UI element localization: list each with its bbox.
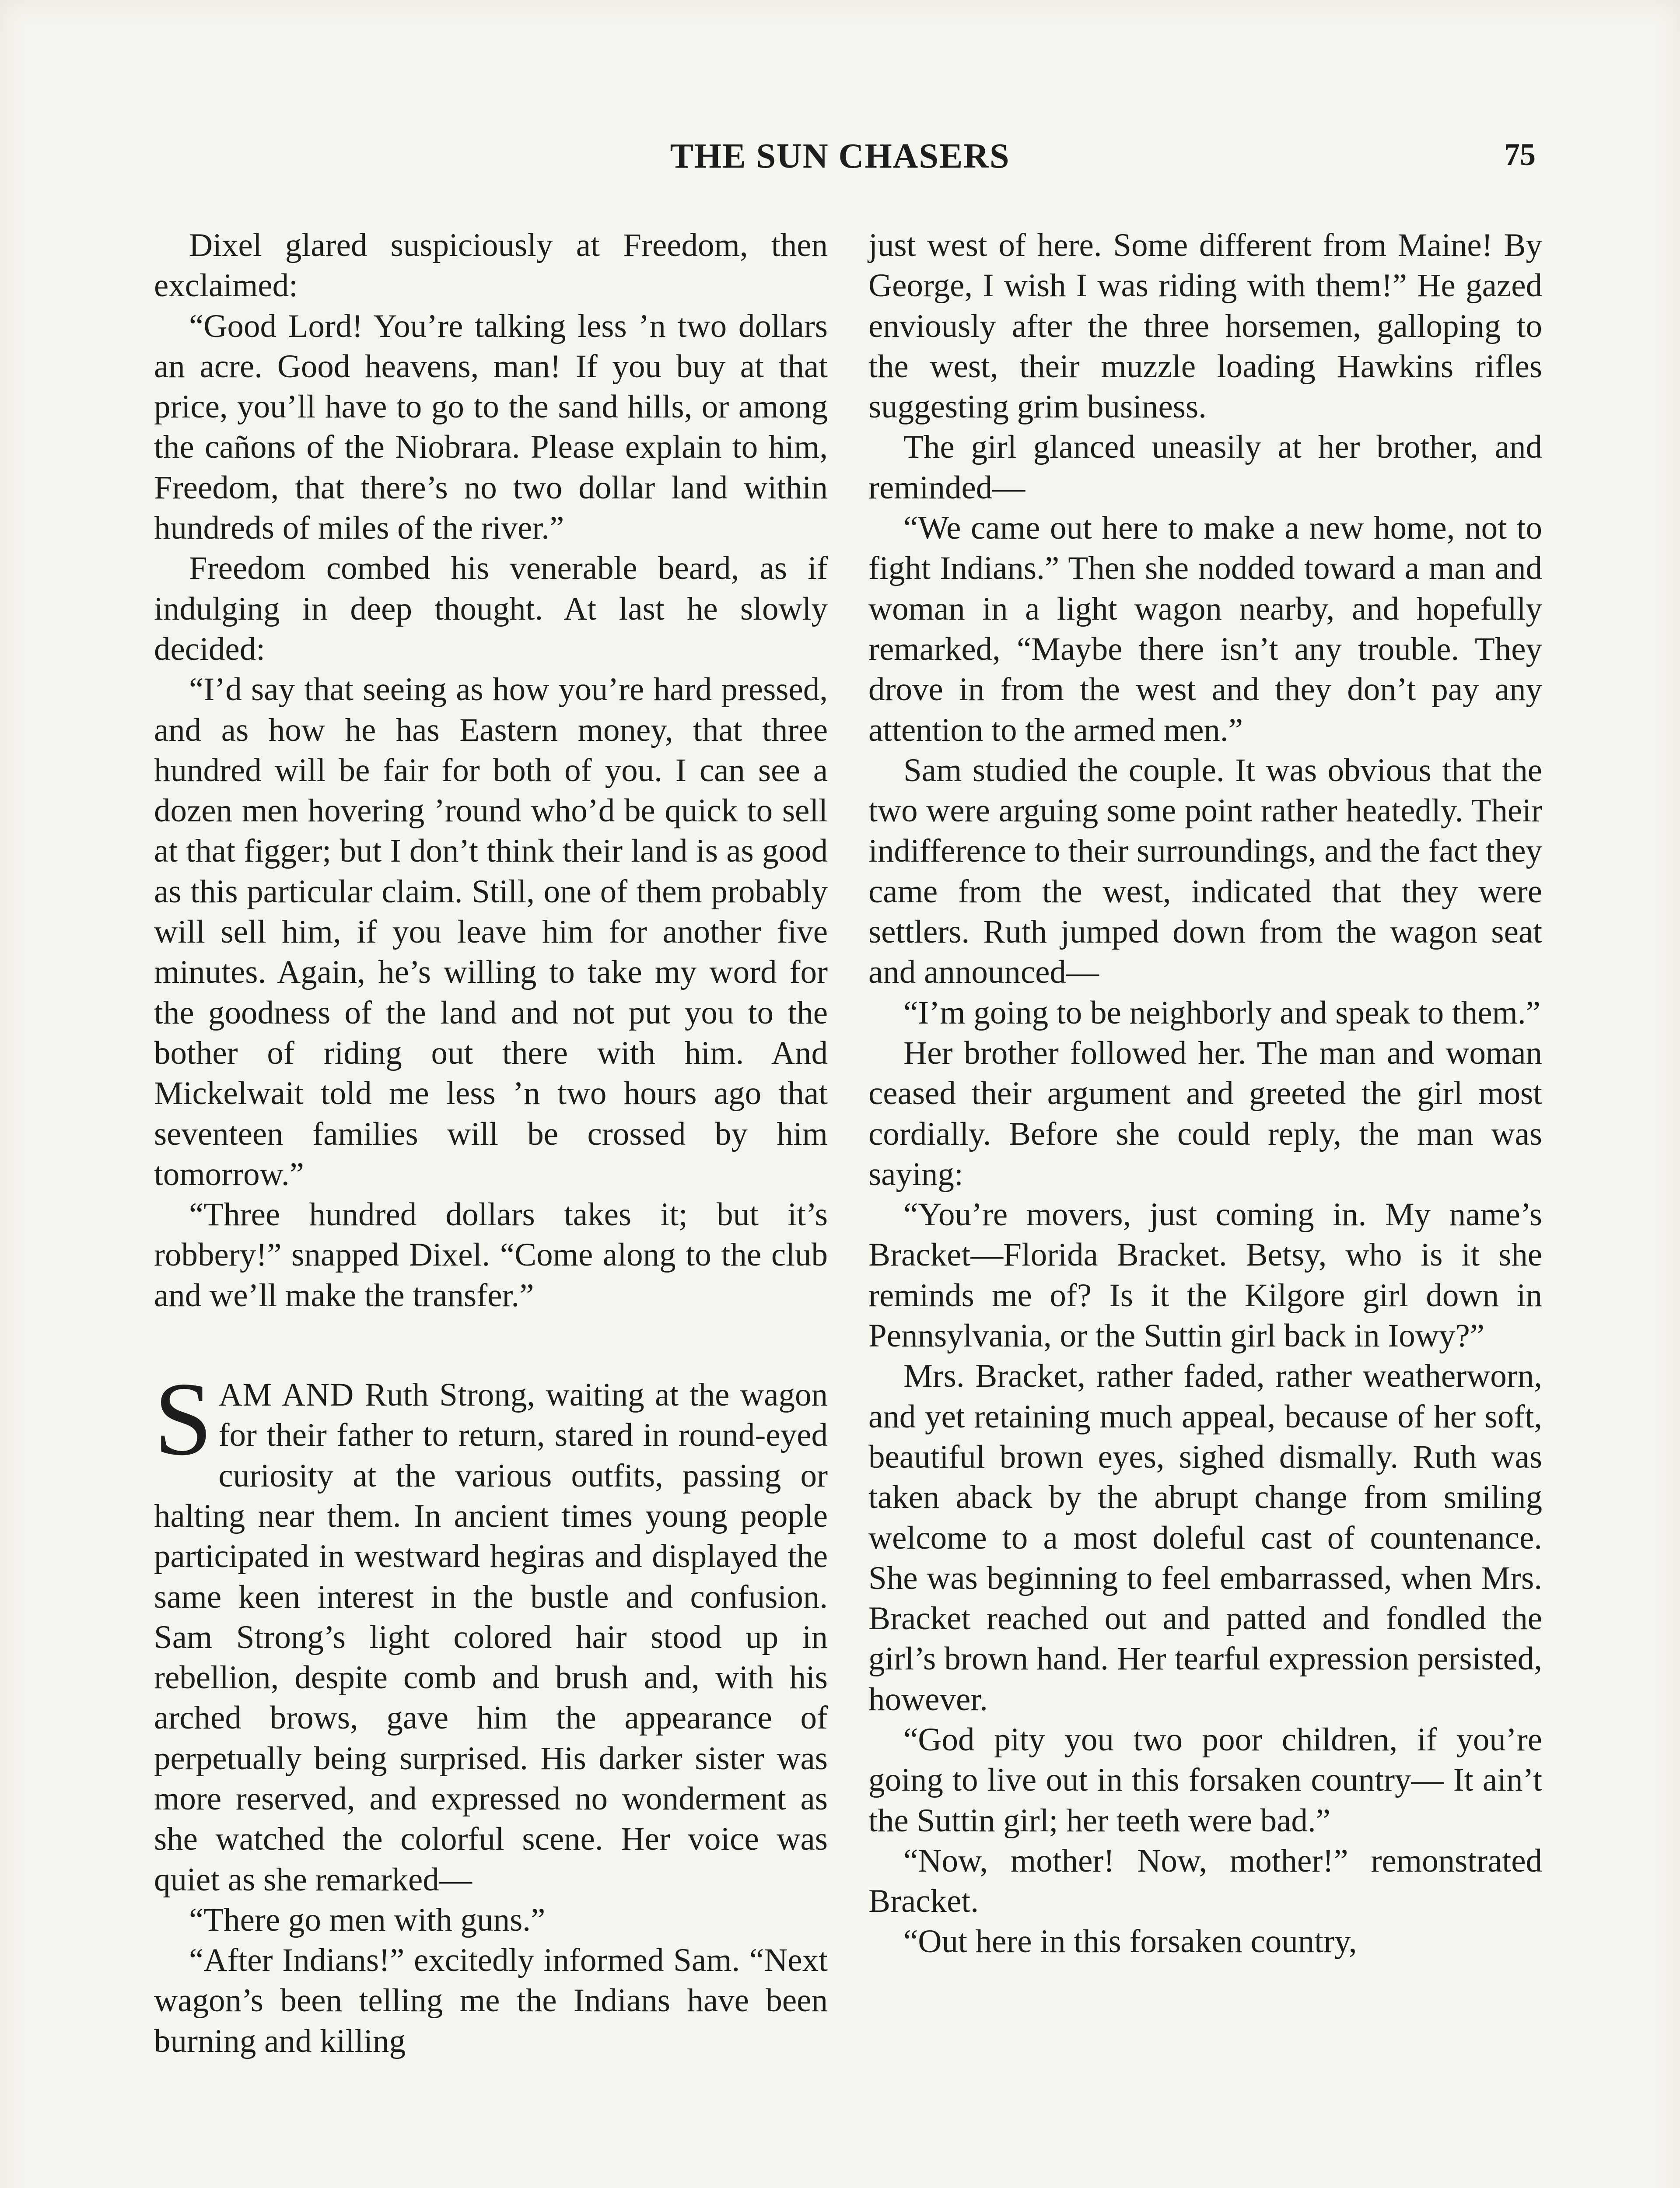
paragraph: “After Indians!” excitedly informed Sam. “Next wagon’s been telling me the Indians have been burning and killing [154,1942,828,2059]
page-number: 75 [1504,137,1536,172]
paragraph: “God pity you two poor children, if you’re going to live out in this forsaken country— It ain’t the Suttin girl; her teeth were bad.” [868,1721,1542,1839]
paragraph: “There go men with guns.” [189,1901,546,1938]
paragraph: “You’re movers, just coming in. My name’s Bracket—Florida Bracket. Betsy, who is it she reminds me of? Is it the Kilgore girl down in Pennsylvania, or the Suttin girl back in Iowy?” [868,1196,1542,1354]
paragraph: The girl glanced uneasily at her brother, and reminded— [868,429,1542,506]
section-text: Ruth Strong, waiting at the wagon for their father to return, stared in round-eyed curiosity at the various outfits, passing or halting near them. In ancient times young people participated in westward hegiras and displayed the same keen interest in the bustle and confusion. Sam Strong’s light colored hair stood up in rebellion, despite comb and brush and, with his arched brows, gave him the appearance of perpetually being surprised. His darker sister was more reserved, and expressed no wonderment as she watched the colorful scene. Her voice was quiet as she remarked— [154,1377,828,1898]
paragraph: “Good Lord! You’re talking less ’n two dollars an acre. Good heavens, man! If you buy at that price, you’ll have to go to the sand hills, or among the cañons of the Niobrara. Please explain to him, Freedom, that there’s no two dollar land within hundreds of miles of the river.” [154,308,828,547]
paragraph: Freedom combed his venerable beard, as if indulging in deep thought. At last he slowly decided: [154,550,828,667]
paragraph: “We came out here to make a new home, not to fight Indians.” Then she nodded toward a man and woman in a light wagon nearby, and hopefully remarked, “Maybe there isn’t any trouble. They drove in from the west and they don’t pay any attention to the armed men.” [868,510,1542,748]
paragraph: “Three hundred dollars takes it; but it’s robbery!” snapped Dixel. “Come along to the club and we’ll make the transfer.” [154,1196,828,1314]
paragraph: Dixel glared suspiciously at Freedom, then exclaimed: [154,227,828,304]
paragraph: “I’m going to be neighborly and speak to them.” [903,994,1540,1031]
paragraph: Her brother followed her. The man and woman ceased their argument and greeted the girl most cordially. Before she could reply, the man was saying: [868,1034,1542,1192]
drop-cap: S [154,1360,213,1477]
running-title: THE SUN CHASERS [670,137,1010,175]
paragraph: “Out here in this forsaken country, [903,1923,1357,1960]
paragraph: “Now, mother! Now, mother!” remonstrated Bracket. [868,1842,1542,1920]
section-opening-paragraph [154,1360,828,1900]
right-column [868,225,1542,1962]
paragraph: Sam studied the couple. It was obvious that the two were arguing some point rather heatedly. Their indifference to their surroundings, and the fact they came from the west, indicated that they were settlers. Ruth jumped down from the wagon seat and announced— [868,752,1542,991]
paragraph: Mrs. Bracket, rather faded, rather weatherworn, and yet retaining much appeal, because of her soft, beautiful brown eyes, sighed dismally. Ruth was taken aback by the abrupt change from smiling welcome to a most doleful cast of countenance. She was beginning to feel embarrassed, when Mrs. Bracket reached out and patted and fondled the girl’s brown hand. Her tearful expression persisted, however. [868,1358,1542,1718]
paragraph: “I’d say that seeing as how you’re hard pressed, and as how he has Eastern money, that three hundred will be fair for both of you. I can see a dozen men hovering ’round who’d be quick to sell at that figger; but I don’t think their land is as good as this particular claim. Still, one of them probably will sell him, if you leave him for another five minutes. Again, he’s willing to take my word for the goodness of the land and not put you to the bother of riding out there with him. And Mickelwait told me less ’n two hours ago that seventeen families will be crossed by him tomorrow.” [154,671,828,1192]
left-column [154,225,828,2062]
paragraph-continued: just west of here. Some different from Maine! By George, I wish I was riding with them!” He gazed enviously after the three horsemen, galloping to the west, their muzzle loading Hawkins rifles suggesting grim business. [868,227,1542,425]
section-lead-in: AM AND [218,1377,354,1413]
running-head [0,137,1680,185]
